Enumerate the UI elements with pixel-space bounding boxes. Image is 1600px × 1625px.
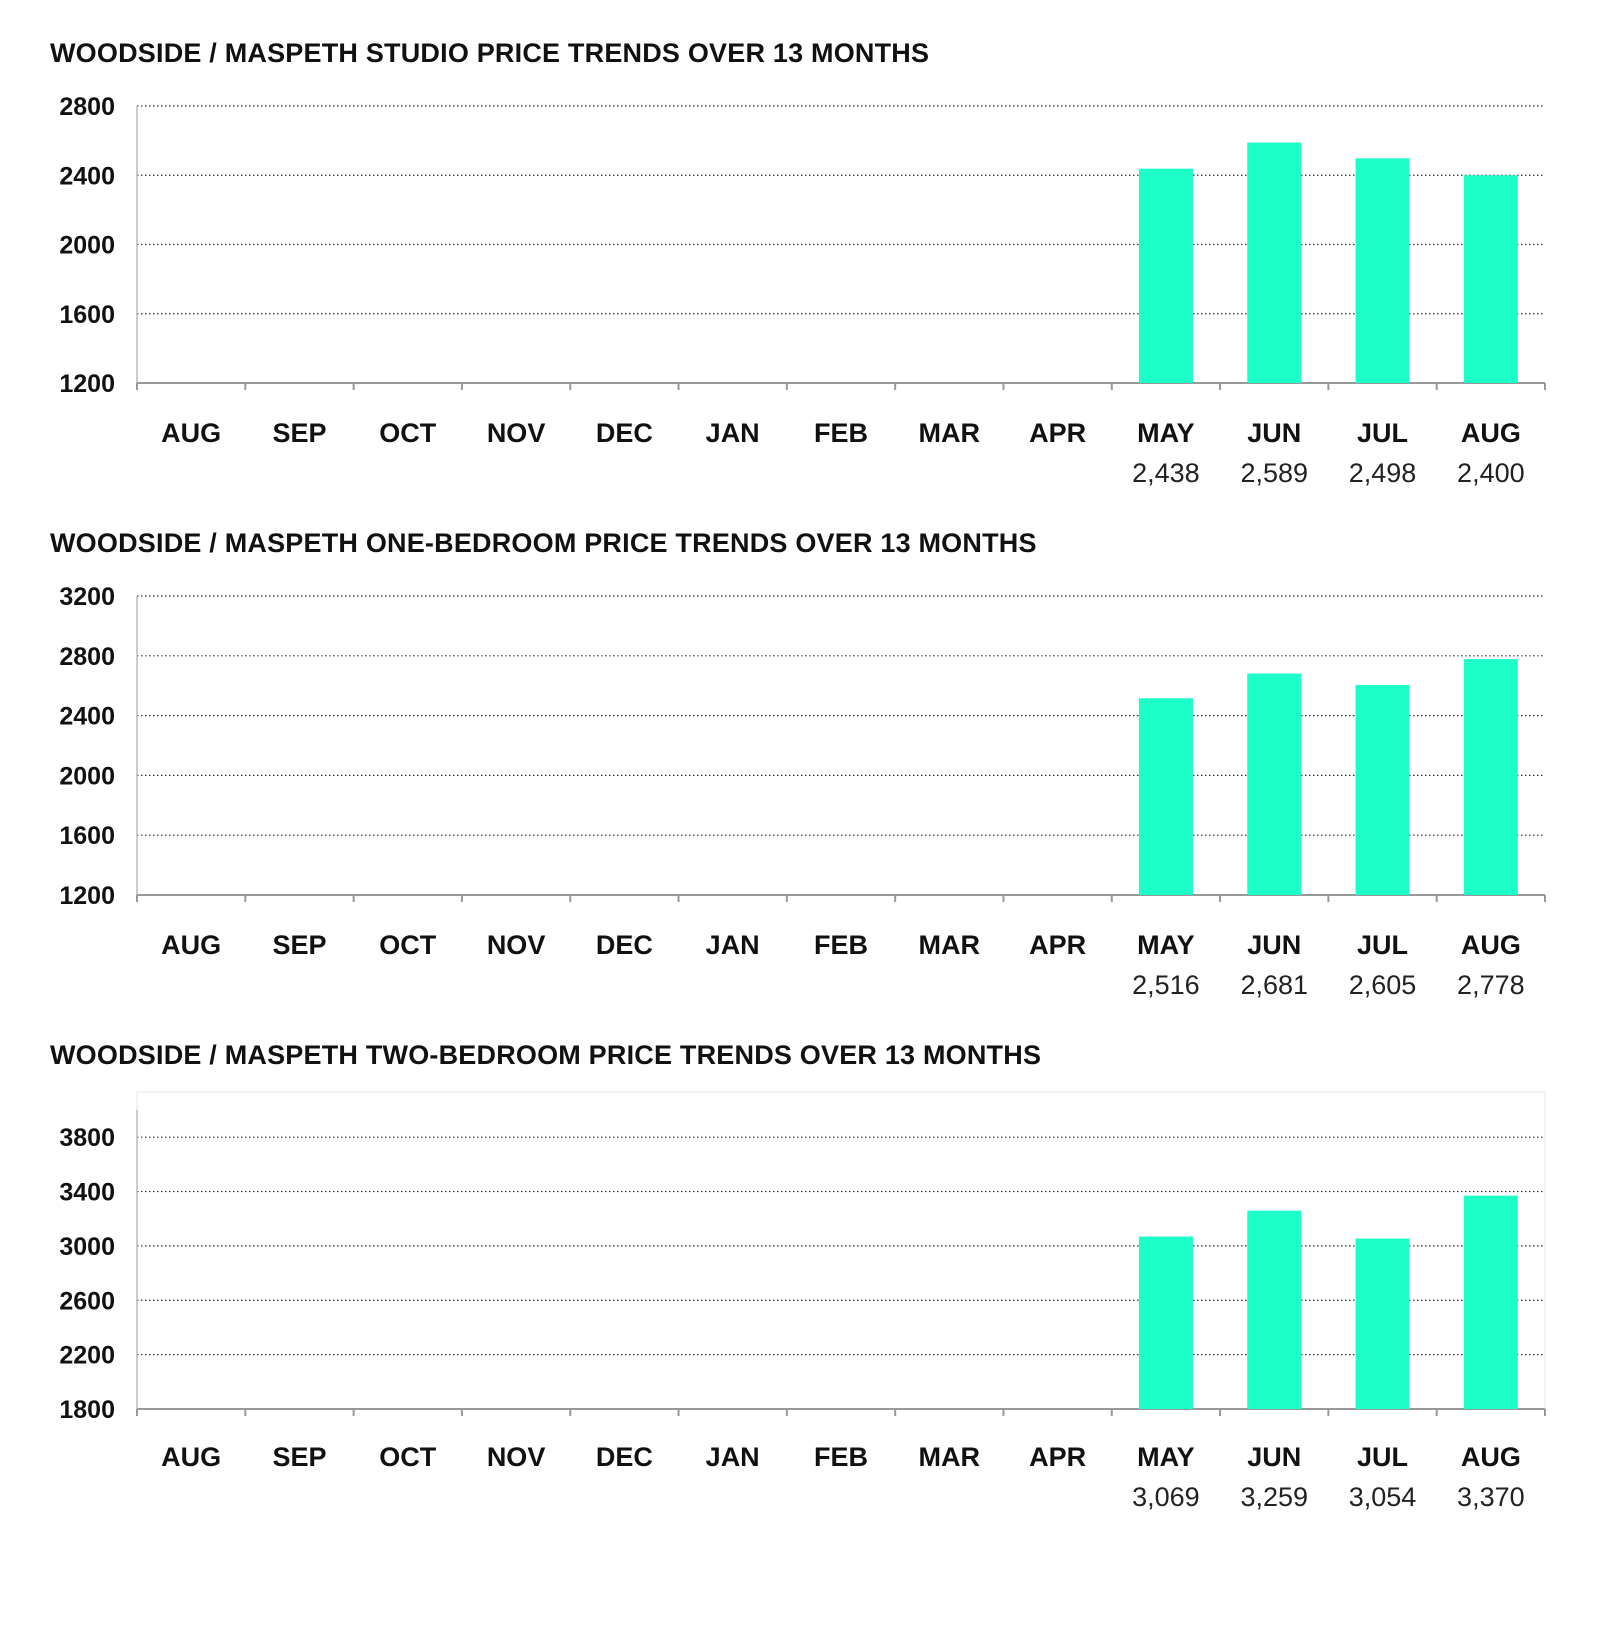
x-tick-label: OCT [379,418,437,448]
data-label: 2,605 [1348,970,1417,1000]
x-tick-label: AUG [161,930,222,960]
bar [1247,143,1301,383]
x-tick-label: AUG [1460,418,1521,448]
x-tick-label: AUG [161,418,222,448]
one-bedroom-chart-plot [0,558,1600,1018]
chart-title: WOODSIDE / MASPETH TWO-BEDROOM PRICE TRENDS OVER 13 MONTHS [50,1040,1042,1070]
data-label: 2,778 [1457,970,1525,1000]
x-tick-label: OCT [379,930,437,960]
x-tick-label: JAN [705,930,760,960]
y-tick-label: 2200 [59,1341,115,1370]
x-tick-label: MAY [1137,930,1195,960]
x-tick-label: APR [1029,418,1087,448]
x-tick-label: JUN [1247,930,1302,960]
y-tick-label: 2400 [59,702,115,731]
x-tick-label: FEB [814,930,868,960]
data-label: 2,589 [1240,458,1309,488]
bar [1139,1237,1193,1409]
data-label: 2,516 [1132,970,1200,1000]
bar [1356,685,1410,895]
data-label: 2,498 [1348,458,1417,488]
studio-chart-plot [0,68,1600,508]
data-label: 2,400 [1457,458,1525,488]
x-tick-label: NOV [486,418,546,448]
chart-title: WOODSIDE / MASPETH ONE-BEDROOM PRICE TRENDS OVER 13 MONTHS [50,528,1037,558]
y-tick-label: 1200 [59,370,115,398]
data-label: 2,438 [1132,458,1200,488]
studio-chart [0,38,1600,508]
x-tick-label: FEB [814,1442,868,1472]
plot-frame [137,1092,1545,1409]
y-tick-label: 1600 [59,300,115,329]
y-tick-label: 2000 [59,762,115,791]
x-tick-label: DEC [595,1442,653,1472]
bar [1139,698,1193,895]
x-tick-label: MAR [918,1442,981,1472]
x-tick-label: APR [1029,930,1087,960]
bar [1247,674,1301,895]
x-tick-label: AUG [1460,930,1521,960]
x-tick-label: AUG [161,1442,222,1472]
two-bedroom-chart-plot [0,1070,1600,1550]
x-tick-label: DEC [595,418,653,448]
y-tick-label: 1600 [59,822,115,851]
x-tick-label: JAN [705,418,760,448]
x-tick-label: NOV [486,930,546,960]
x-tick-label: MAR [918,418,981,448]
x-tick-label: MAR [918,930,981,960]
data-label: 3,054 [1348,1482,1417,1512]
y-tick-label: 3000 [59,1232,115,1261]
y-tick-label: 2800 [59,642,115,671]
y-tick-label: 2400 [59,162,115,191]
x-tick-label: DEC [595,930,653,960]
bar [1247,1211,1301,1409]
x-tick-label: SEP [272,1442,327,1472]
x-tick-label: JUN [1247,1442,1302,1472]
chart-title: WOODSIDE / MASPETH STUDIO PRICE TRENDS OVER 13 MONTHS [50,38,930,68]
x-tick-label: SEP [272,930,327,960]
bar [1464,659,1518,895]
y-tick-label: 1800 [59,1396,115,1424]
x-tick-label: JAN [705,1442,760,1472]
y-tick-label: 3400 [59,1178,115,1207]
x-tick-label: SEP [272,418,327,448]
x-tick-label: MAY [1137,418,1195,448]
x-tick-label: JUN [1247,418,1302,448]
bar [1356,1239,1410,1409]
data-label: 3,259 [1240,1482,1309,1512]
one-bedroom-chart [0,528,1600,1018]
bar [1464,1196,1518,1409]
bar [1464,175,1518,383]
y-tick-label: 1200 [59,882,115,910]
y-tick-label: 2000 [59,231,115,260]
y-tick-label: 3800 [59,1124,115,1153]
x-tick-label: JUL [1357,930,1409,960]
x-tick-label: JUL [1357,1442,1409,1472]
bar [1139,169,1193,383]
x-tick-label: APR [1029,1442,1087,1472]
x-tick-label: AUG [1460,1442,1521,1472]
x-tick-label: JUL [1357,418,1409,448]
data-label: 2,681 [1240,970,1309,1000]
data-label: 3,370 [1457,1482,1525,1512]
y-tick-label: 2800 [59,93,115,121]
x-tick-label: FEB [814,418,868,448]
y-tick-label: 3200 [59,583,115,611]
y-tick-label: 2600 [59,1287,115,1316]
data-label: 3,069 [1132,1482,1200,1512]
x-tick-label: MAY [1137,1442,1195,1472]
bar [1356,158,1410,383]
x-tick-label: OCT [379,1442,437,1472]
two-bedroom-chart [0,1040,1600,1540]
x-tick-label: NOV [486,1442,546,1472]
